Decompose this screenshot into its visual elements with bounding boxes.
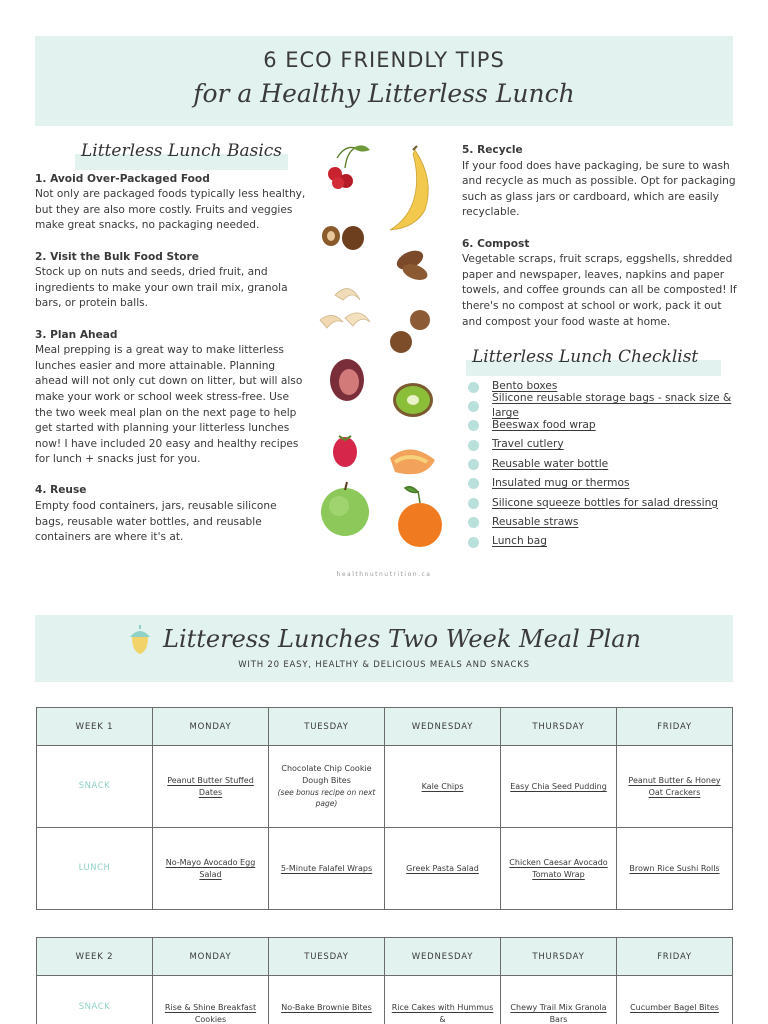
banana-illustration (390, 146, 428, 230)
table-row-snack (37, 976, 733, 1024)
recipe-link[interactable]: Rise & Shine Breakfast Cookies (164, 1003, 257, 1024)
table-cell (617, 976, 733, 1024)
column-header: THURSDAY (501, 938, 617, 976)
checklist-item-label[interactable]: Silicone reusable storage bags - snack size & large (492, 391, 732, 420)
checklist-item-label[interactable]: Reusable straws (492, 515, 579, 528)
checklist-item-label[interactable]: Bento boxes (492, 380, 558, 393)
top-banner (35, 36, 733, 126)
table-cell (153, 828, 269, 910)
recipe-link[interactable]: Greek Pasta Salad (406, 863, 479, 873)
row-label: LUNCH (37, 828, 153, 910)
week2-table (36, 937, 733, 1024)
tip-2 (35, 250, 307, 312)
cherries-illustration (328, 145, 370, 189)
table-cell (153, 746, 269, 828)
checklist (462, 377, 738, 552)
tip-4 (35, 483, 307, 545)
table-cell (269, 976, 385, 1024)
recipe-link[interactable]: Kale Chips (421, 781, 464, 791)
column-header: WEEK 2 (37, 938, 153, 976)
bullet-dot-icon (468, 440, 479, 451)
checklist-item[interactable] (462, 435, 738, 454)
checklist-item[interactable] (462, 391, 738, 420)
recipe-link[interactable]: No-Bake Brownie Bites (281, 1003, 372, 1012)
column-header: FRIDAY (617, 938, 733, 976)
tip-body: Not only are packaged foods typically less healthy, but they are also more costly. Fruits and veggies make great snacks, no packaging needed. (35, 188, 306, 232)
table-row-snack (37, 746, 733, 828)
table-cell (385, 746, 501, 828)
column-header: TUESDAY (269, 938, 385, 976)
checklist-item-label[interactable]: Lunch bag (492, 535, 547, 548)
right-column (462, 143, 738, 552)
tip-body: Vegetable scraps, fruit scraps, eggshells, shredded paper and newspaper, leaves, napkins and paper towels, and coffee grounds can all be composted! If there's no compost at school or work, pack it out and compost your food waste at home. (462, 253, 737, 328)
checklist-heading: Litterless Lunch Checklist (466, 350, 721, 366)
column-header: TUESDAY (269, 708, 385, 746)
bullet-dot-icon (468, 382, 479, 393)
meal-plan-banner (35, 615, 733, 682)
cashews-illustration (320, 289, 370, 328)
almonds-illustration (394, 247, 430, 283)
table-cell (501, 746, 617, 828)
hazelnuts-illustration (322, 226, 364, 250)
tip-title: 5. Recycle (462, 144, 523, 156)
orange-illustration (398, 487, 442, 547)
table-cell (501, 976, 617, 1024)
column-header: WEEK 1 (37, 708, 153, 746)
tip-body: If your food does have packaging, be sure to wash and recycle as much as possible. Opt for packaging such as glass jars or cardboard, which are easily recyclable. (462, 159, 736, 219)
bullet-dot-icon (468, 517, 479, 528)
tip-1 (35, 172, 307, 234)
bullet-dot-icon (468, 478, 479, 489)
checklist-item-label[interactable]: Travel cutlery (492, 438, 564, 451)
checklist-item[interactable] (462, 455, 738, 474)
column-header: WEDNESDAY (385, 708, 501, 746)
checklist-item[interactable] (462, 513, 738, 532)
recipe-link[interactable]: Cucumber Bagel Bites (630, 1003, 719, 1012)
column-header: FRIDAY (617, 708, 733, 746)
tip-body: Meal prepping is a great way to make litterless lunches easier and more attainable. Planning ahead will not only cut down on litter, but will also make your work or school week stress-free. Use the two week meal plan on the next page to help get started with planning your litterless lunches now! I have included 20 easy and healthy recipes for lunch + snacks just for you. (35, 344, 303, 466)
row-label: SNACK (37, 976, 153, 1024)
recipe-link[interactable]: No-Mayo Avocado Egg Salad (165, 857, 256, 879)
recipe-link[interactable]: Peanut Butter & Honey Oat Crackers (628, 775, 721, 797)
tip-title: 6. Compost (462, 237, 530, 250)
recipe-note: (see bonus recipe on next page) (277, 787, 376, 809)
table-cell (385, 976, 501, 1024)
table-cell (269, 746, 385, 828)
bullet-dot-icon (468, 537, 479, 548)
tip-6 (462, 237, 738, 331)
recipe-link[interactable]: Chicken Caesar Avocado Tomato Wrap (509, 857, 608, 879)
recipe-link[interactable]: Rice Cakes with Hummus & (391, 1003, 494, 1024)
bullet-dot-icon (468, 420, 479, 431)
recipe-link[interactable]: Peanut Butter Stuffed Dates (167, 775, 254, 797)
table-cell (385, 828, 501, 910)
table-cell (617, 828, 733, 910)
recipe-link[interactable]: Easy Chia Seed Pudding (510, 781, 607, 791)
bullet-dot-icon (468, 401, 479, 412)
page-subtitle: for a Healthy Litterless Lunch (193, 79, 575, 108)
checklist-item[interactable] (462, 494, 738, 513)
row-label: SNACK (37, 746, 153, 828)
tip-title: 2. Visit the Bulk Food Store (35, 250, 199, 263)
basics-column (35, 141, 307, 561)
checklist-item-label[interactable]: Insulated mug or thermos (492, 477, 630, 490)
table-cell (617, 746, 733, 828)
fig-illustration (330, 359, 364, 401)
tip-body: Empty food containers, jars, reusable silicone bags, reusable water bottles, and reusable containers are where it's at. (35, 500, 277, 544)
table-row-lunch (37, 828, 733, 910)
checklist-item-label[interactable]: Reusable water bottle (492, 457, 609, 470)
kiwi-illustration (393, 383, 433, 417)
table-cell (153, 976, 269, 1024)
recipe-link[interactable]: Chewy Trail Mix Granola Bars (510, 1003, 607, 1024)
meal-plan-title: Litteress Lunches Two Week Meal Plan (35, 625, 733, 655)
table-header-row (37, 708, 733, 746)
checklist-item[interactable] (462, 532, 738, 551)
page-title: 6 ECO FRIENDLY TIPS (263, 48, 505, 72)
recipe-link[interactable]: Chocolate Chip Cookie Dough Bites (281, 764, 372, 785)
checklist-item[interactable] (462, 474, 738, 493)
tip-5 (462, 143, 738, 221)
bullet-dot-icon (468, 459, 479, 470)
tip-body: Stock up on nuts and seeds, dried fruit, and ingredients to make your own trail mix, granola bars, or protein balls. (35, 266, 288, 310)
column-header: MONDAY (153, 938, 269, 976)
tip-title: 3. Plan Ahead (35, 328, 118, 341)
acorn-icon (127, 625, 153, 655)
fruit-illustrations (315, 140, 450, 560)
checklist-item-label[interactable]: Silicone squeeze bottles for salad dressing (492, 496, 719, 509)
basics-heading: Litterless Lunch Basics (75, 144, 288, 160)
recipe-link[interactable]: Brown Rice Sushi Rolls (629, 863, 720, 873)
tip-title: 4. Reuse (35, 484, 87, 497)
raspberry-illustration (333, 436, 357, 467)
peach-illustration (390, 449, 435, 474)
bullet-dot-icon (468, 498, 479, 509)
meal-plan-subtitle: WITH 20 EASY, HEALTHY & DELICIOUS MEALS AND SNACKS (238, 660, 530, 670)
footer-url: healthnutnutrition.ca (336, 571, 432, 578)
week1-table (36, 707, 733, 910)
table-header-row (37, 938, 733, 976)
table-cell (269, 828, 385, 910)
checklist-item-label[interactable]: Beeswax food wrap (492, 418, 596, 431)
walnuts-illustration (390, 310, 430, 353)
recipe-link[interactable]: 5-Minute Falafel Wraps (280, 863, 373, 873)
table-cell (501, 828, 617, 910)
column-header: WEDNESDAY (385, 938, 501, 976)
apple-illustration (321, 482, 369, 536)
tip-3 (35, 328, 307, 468)
column-header: THURSDAY (501, 708, 617, 746)
tip-title: 1. Avoid Over-Packaged Food (35, 172, 210, 185)
column-header: MONDAY (153, 708, 269, 746)
